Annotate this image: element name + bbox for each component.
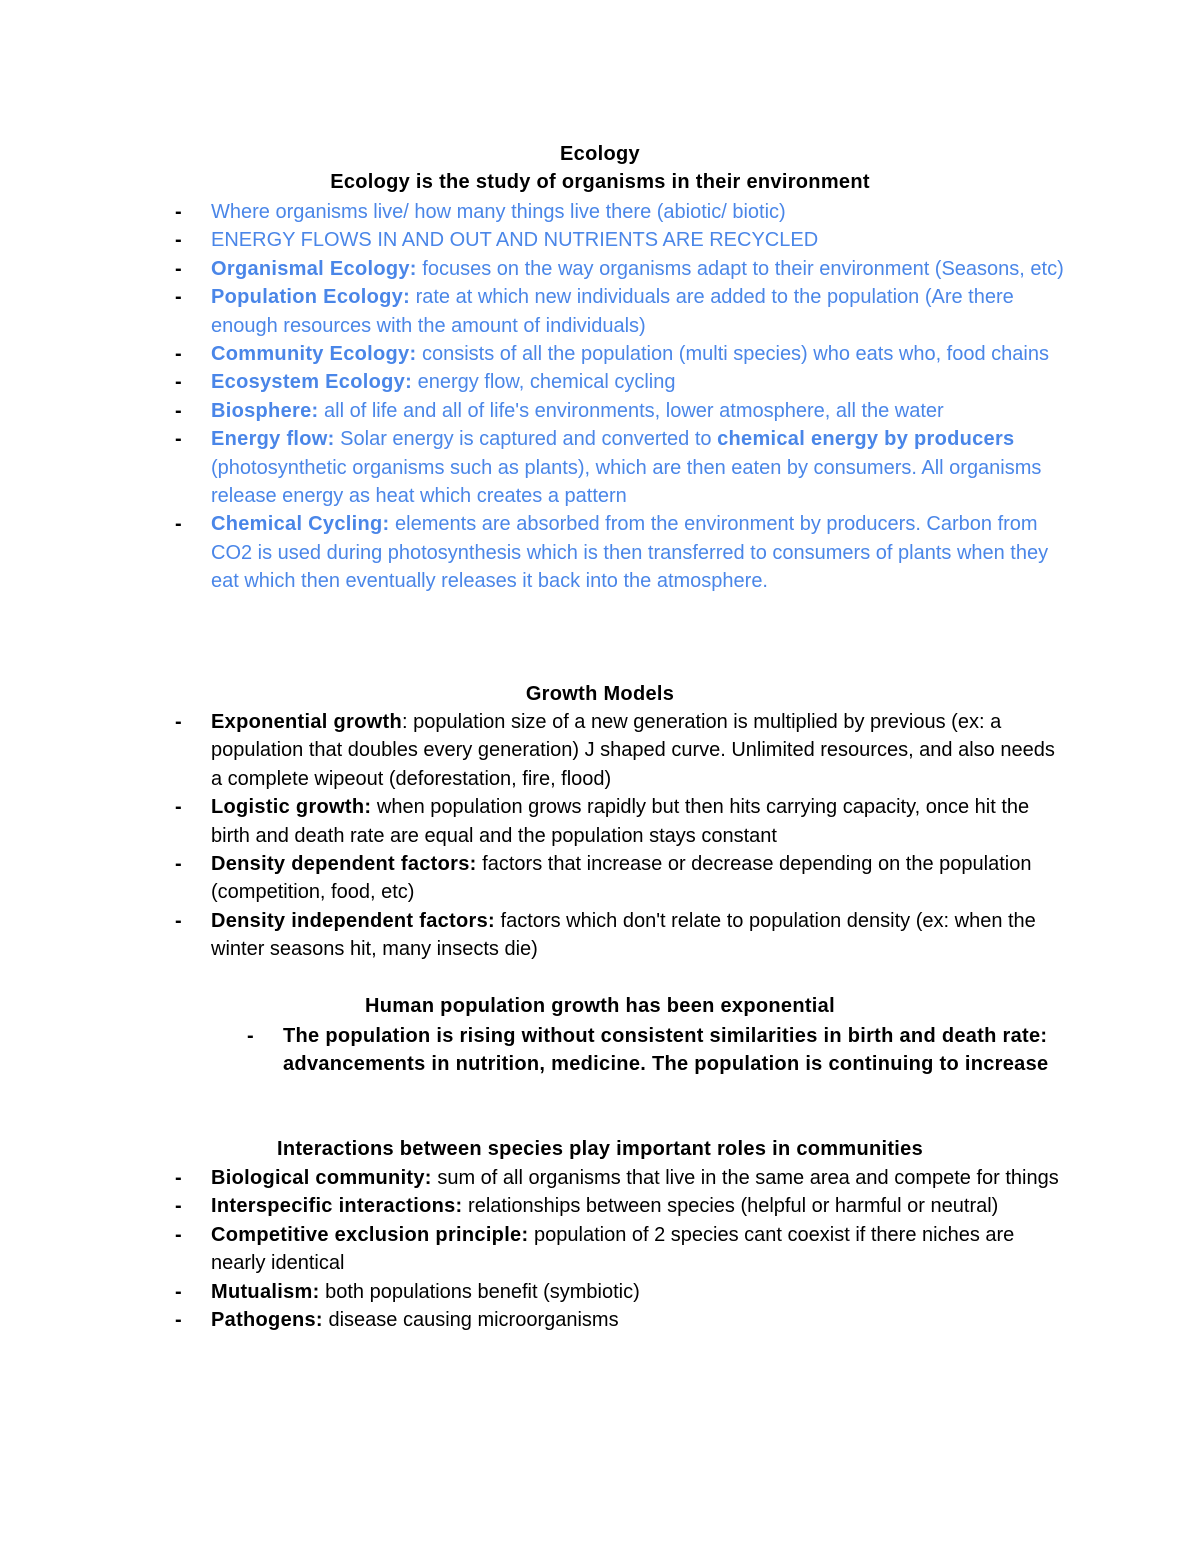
item-text: relationships between species (helpful or harmful or neutral) [462, 1195, 999, 1218]
item-text: ENERGY FLOWS IN AND OUT AND NUTRIENTS ARE RECYCLED [211, 229, 819, 252]
item-text: Where organisms live/ how many things live there (abiotic/ biotic) [211, 201, 786, 223]
item-text: factors which don't relate to population density (ex: when the winter seasons hit, many insects die) [211, 909, 1036, 961]
list-item [175, 708, 1071, 793]
dash-bullet: - [175, 853, 182, 876]
document-title: Ecology [560, 143, 640, 165]
list-item [175, 907, 1071, 964]
item-term: Biological community: [211, 1167, 432, 1189]
list-item [175, 340, 1071, 368]
species-interactions-list [175, 1164, 1071, 1334]
list-item [247, 1022, 1073, 1079]
list-item [175, 793, 1071, 850]
item-bold-phrase: chemical energy by producers [717, 428, 1015, 451]
item-term: Exponential growth [211, 711, 402, 733]
dash-bullet: - [175, 428, 182, 451]
item-text: both populations benefit (symbiotic) [319, 1280, 640, 1303]
dash-bullet: - [247, 1025, 254, 1047]
dash-bullet: - [175, 257, 182, 280]
dash-bullet: - [175, 513, 182, 536]
document-subtitle: Ecology is the study of organisms in their environment [330, 171, 870, 193]
dash-bullet: - [175, 399, 182, 422]
item-text: energy flow, chemical cycling [412, 371, 676, 394]
dash-bullet: - [175, 1195, 182, 1218]
item-term: Chemical Cycling: [211, 513, 390, 536]
section-heading-growth-models: Growth Models [525, 683, 675, 705]
item-term: Population Ecology: [211, 286, 411, 309]
list-item [175, 1164, 1071, 1192]
item-text: The population is rising without consistent similarities in birth and death rate: advancements in nutrition, medicine. The population is continuing to increase [283, 1025, 1049, 1076]
item-term: Ecosystem Ecology: [211, 371, 413, 394]
list-item [175, 368, 1071, 396]
item-text: elements are absorbed from the environment by producers. Carbon from CO2 is used during photosynthesis which is then transferred to consumers of plants when they eat which then eventually releases it back into the atmosphere. [211, 513, 1049, 593]
section-heading-human-population: Human population growth has been exponential [365, 995, 835, 1017]
item-term: Density dependent factors: [211, 853, 477, 876]
item-text: disease causing microorganisms [322, 1309, 619, 1332]
list-item [175, 425, 1071, 510]
item-text: all of life and all of life's environments, lower atmosphere, all the water [318, 399, 944, 422]
item-term: Biosphere: [211, 399, 319, 422]
item-term: Mutualism: [211, 1280, 320, 1303]
dash-bullet: - [175, 1223, 182, 1246]
list-item [175, 1278, 1071, 1306]
list-item [175, 255, 1071, 283]
item-text: focuses on the way organisms adapt to their environment (Seasons, etc) [416, 257, 1064, 280]
item-text: factors that increase or decrease depending on the population (competition, food, etc) [211, 853, 1032, 904]
item-term: Pathogens: [211, 1309, 323, 1332]
item-text: rate at which new individuals are added to the population (Are there enough resources with the amount of individuals) [211, 286, 1014, 337]
dash-bullet: - [175, 1280, 182, 1303]
list-item [175, 226, 1071, 254]
dash-bullet: - [175, 371, 182, 394]
item-term: Density independent factors: [211, 909, 495, 932]
dash-bullet: - [175, 796, 182, 819]
dash-bullet: - [175, 1167, 182, 1189]
item-text: consists of all the population (multi species) who eats who, food chains [416, 343, 1049, 366]
list-item [175, 198, 1071, 226]
list-item [175, 510, 1071, 595]
list-item [175, 397, 1071, 425]
item-text: sum of all organisms that live in the same area and compete for things [431, 1167, 1059, 1189]
item-term: Competitive exclusion principle: [211, 1223, 529, 1246]
item-text: population of 2 species cant coexist if there niches are nearly identical [211, 1223, 1015, 1275]
list-item [175, 283, 1071, 340]
item-text: Solar energy is captured and converted to [334, 428, 718, 451]
growth-models-list [175, 708, 1071, 964]
dash-bullet: - [175, 201, 182, 223]
section-heading-species-interactions: Interactions between species play important roles in communities [276, 1138, 924, 1160]
item-text: (photosynthetic organisms such as plants), which are then eaten by consumers. All organisms release energy as heat which creates a pattern [211, 456, 1042, 508]
list-item [175, 1192, 1071, 1220]
list-item [175, 850, 1071, 907]
item-text: when population grows rapidly but then hits carrying capacity, once hit the birth and death rate are equal and the population stays constant [211, 796, 1030, 847]
item-term: Logistic growth: [211, 796, 372, 819]
dash-bullet: - [175, 229, 182, 252]
list-item [175, 1306, 1071, 1334]
dash-bullet: - [175, 711, 182, 733]
dash-bullet: - [175, 343, 182, 366]
item-text: : population size of a new generation is multiplied by previous (ex: a population that doubles every generation) J shaped curve. Unlimited resources, and also needs a complete wipeout (deforestation, fire, flood) [211, 711, 1055, 790]
item-term: Energy flow: [211, 428, 335, 451]
ecology-levels-list [175, 198, 1071, 596]
item-term: Interspecific interactions: [211, 1195, 463, 1218]
item-term: Community Ecology: [211, 343, 417, 366]
item-term: Organismal Ecology: [211, 257, 417, 280]
list-item [175, 1221, 1071, 1278]
human-population-list [247, 1022, 1073, 1079]
dash-bullet: - [175, 909, 182, 932]
dash-bullet: - [175, 1309, 182, 1332]
dash-bullet: - [175, 286, 182, 309]
